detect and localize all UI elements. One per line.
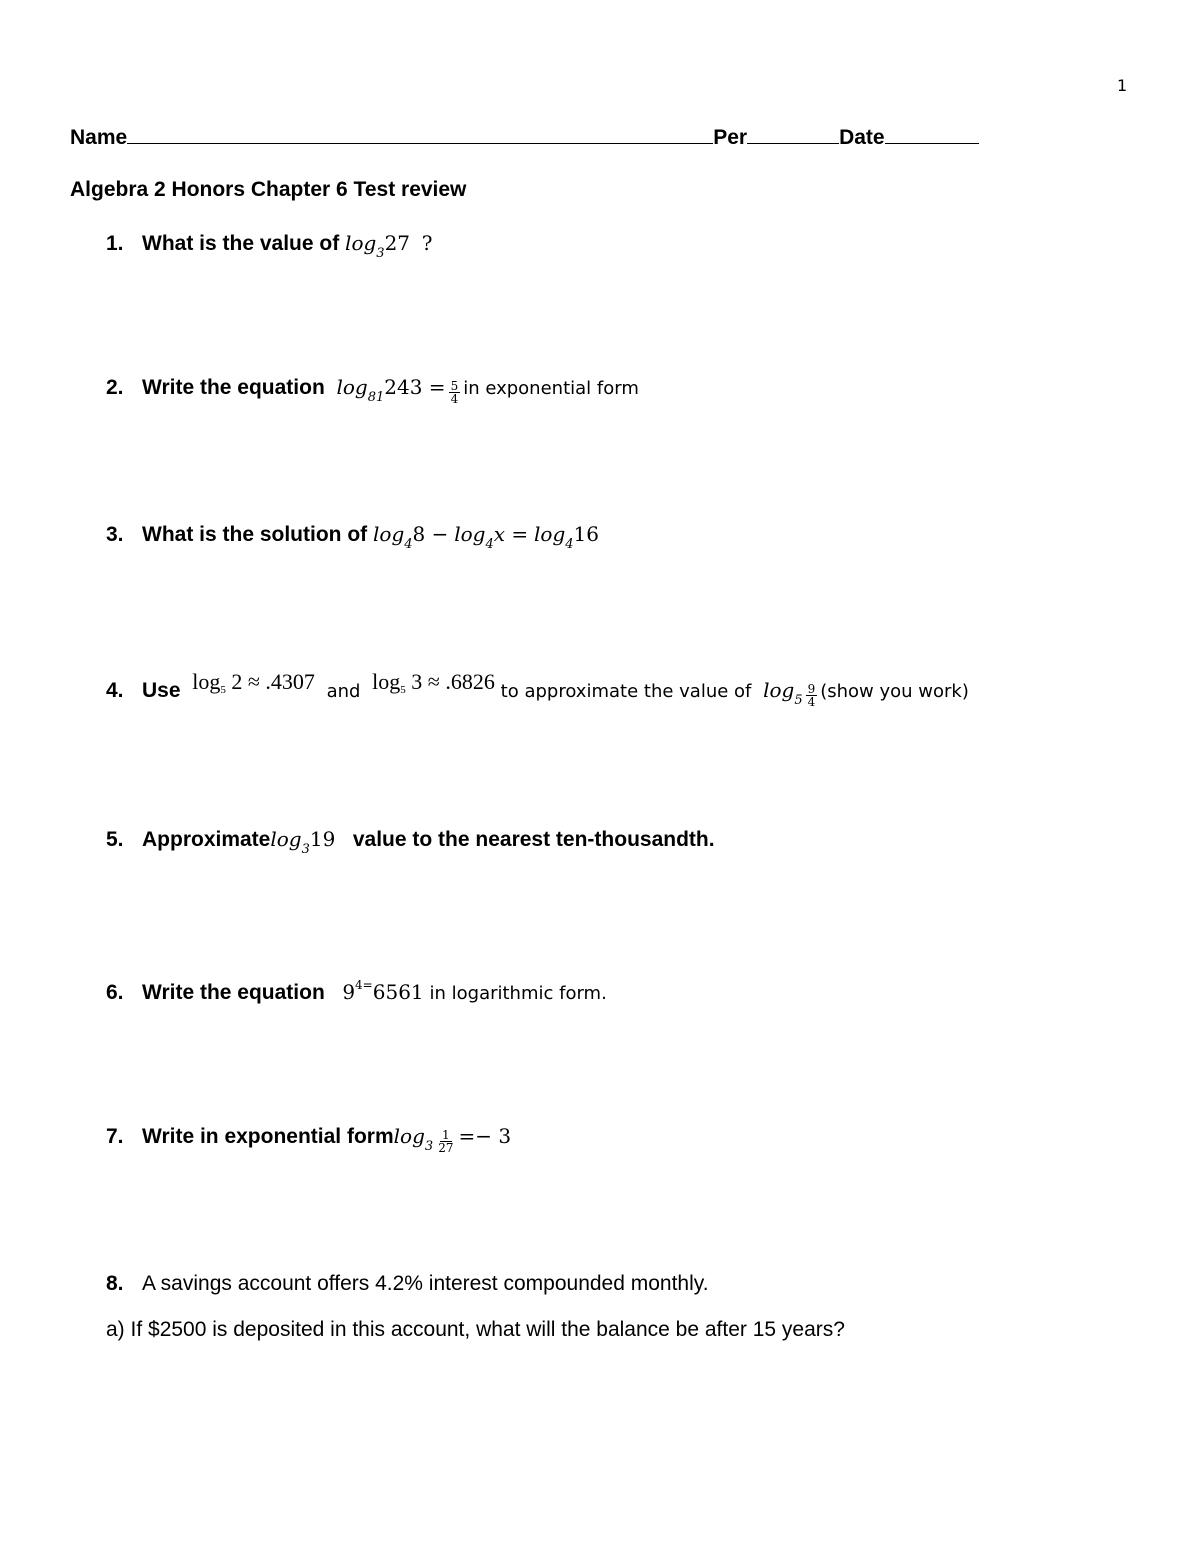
question-7 (106, 1124, 511, 1158)
log-symbol: log (393, 1124, 425, 1148)
log-symbol: log (345, 231, 377, 255)
question-text: Write the equation (142, 376, 325, 399)
log-symbol: log (454, 522, 486, 546)
log-argument: 16 (573, 522, 599, 546)
result-number: 6561 (372, 980, 424, 1004)
question-5 (106, 827, 715, 857)
question-text: What is the solution of (142, 523, 368, 546)
name-label: Name (70, 126, 128, 149)
log-base: 5 (220, 684, 226, 696)
log-base: 3 (376, 246, 385, 261)
given-value: 2 ≈ .4307 (231, 669, 315, 694)
fraction-numerator: 1 (442, 1128, 450, 1142)
given-log-1 (192, 669, 315, 695)
per-blank (747, 125, 839, 144)
log-symbol: log (373, 522, 405, 546)
given-log-2 (372, 669, 495, 695)
per-label: Per (713, 126, 748, 149)
log-argument: 27 (384, 231, 411, 255)
question-2 (106, 375, 639, 409)
question-ending: (show you work) (820, 681, 969, 702)
question-ending: value to the nearest ten-thousandth. (352, 828, 715, 851)
fraction (449, 380, 461, 405)
question-text: Use (142, 679, 181, 702)
fraction-denominator: 4 (807, 695, 816, 709)
question-mark: ? (421, 231, 433, 255)
question-ending: in exponential form (463, 378, 639, 399)
given-value: 3 ≈ .6826 (411, 669, 495, 694)
and-text: and (326, 681, 361, 702)
question-text: Approximate (142, 828, 271, 851)
question-number: 8. (106, 1272, 124, 1295)
question-1 (106, 231, 433, 261)
question-ending: in logarithmic form. (429, 983, 607, 1004)
student-header (70, 125, 979, 150)
question-number: 6. (106, 981, 124, 1004)
log-argument: 243 = (384, 375, 446, 399)
question-8 (106, 1272, 709, 1296)
log-base: 4 (565, 537, 574, 552)
question-middle: to approximate the value of (500, 681, 752, 702)
question-8-part-a: a) If $2500 is deposited in this account, what will the balance be after 15 years? (106, 1318, 845, 1341)
question-6 (106, 980, 607, 1005)
question-number: 2. (106, 376, 124, 399)
log-argument: x = (493, 522, 529, 546)
equation-result: =− 3 (458, 1124, 512, 1148)
log-argument: 19 (309, 827, 336, 851)
log-symbol: log (534, 522, 566, 546)
fraction (806, 683, 818, 708)
fraction-numerator: 5 (450, 379, 459, 393)
log-symbol: log (763, 678, 795, 702)
fraction (436, 1129, 455, 1154)
question-text: Write in exponential form (142, 1125, 394, 1148)
log-argument: 8 − (412, 522, 449, 546)
log-symbol: log (372, 669, 401, 694)
log-base: 81 (367, 390, 385, 405)
question-text: Write the equation (142, 981, 325, 1004)
fraction-numerator: 9 (807, 682, 816, 696)
page-title: Algebra 2 Honors Chapter 6 Test review (70, 178, 467, 201)
log-symbol: log (192, 669, 221, 694)
date-blank (885, 125, 979, 144)
exponent: 4= (355, 978, 373, 992)
question-4 (106, 669, 969, 712)
log-base: 3 (424, 1139, 434, 1154)
log-symbol: log (270, 827, 302, 851)
fraction-denominator: 4 (450, 392, 459, 406)
question-number: 4. (106, 679, 124, 702)
name-blank (127, 125, 713, 144)
base-number: 9 (342, 980, 356, 1004)
question-number: 3. (106, 523, 124, 546)
log-symbol: log (336, 375, 368, 399)
page-number: 1 (1117, 76, 1128, 95)
question-text: What is the value of (142, 232, 340, 255)
log-base: 5 (400, 684, 406, 696)
log-base: 5 (794, 693, 803, 708)
question-text: A savings account offers 4.2% interest compounded monthly. (142, 1272, 709, 1295)
fraction-denominator: 27 (438, 1141, 454, 1155)
question-number: 1. (106, 232, 124, 255)
question-number: 5. (106, 828, 124, 851)
log-base: 4 (485, 537, 494, 552)
date-label: Date (839, 126, 885, 149)
log-base: 4 (404, 537, 413, 552)
question-number: 7. (106, 1125, 124, 1148)
question-3 (106, 522, 599, 552)
log-base: 3 (301, 842, 310, 857)
